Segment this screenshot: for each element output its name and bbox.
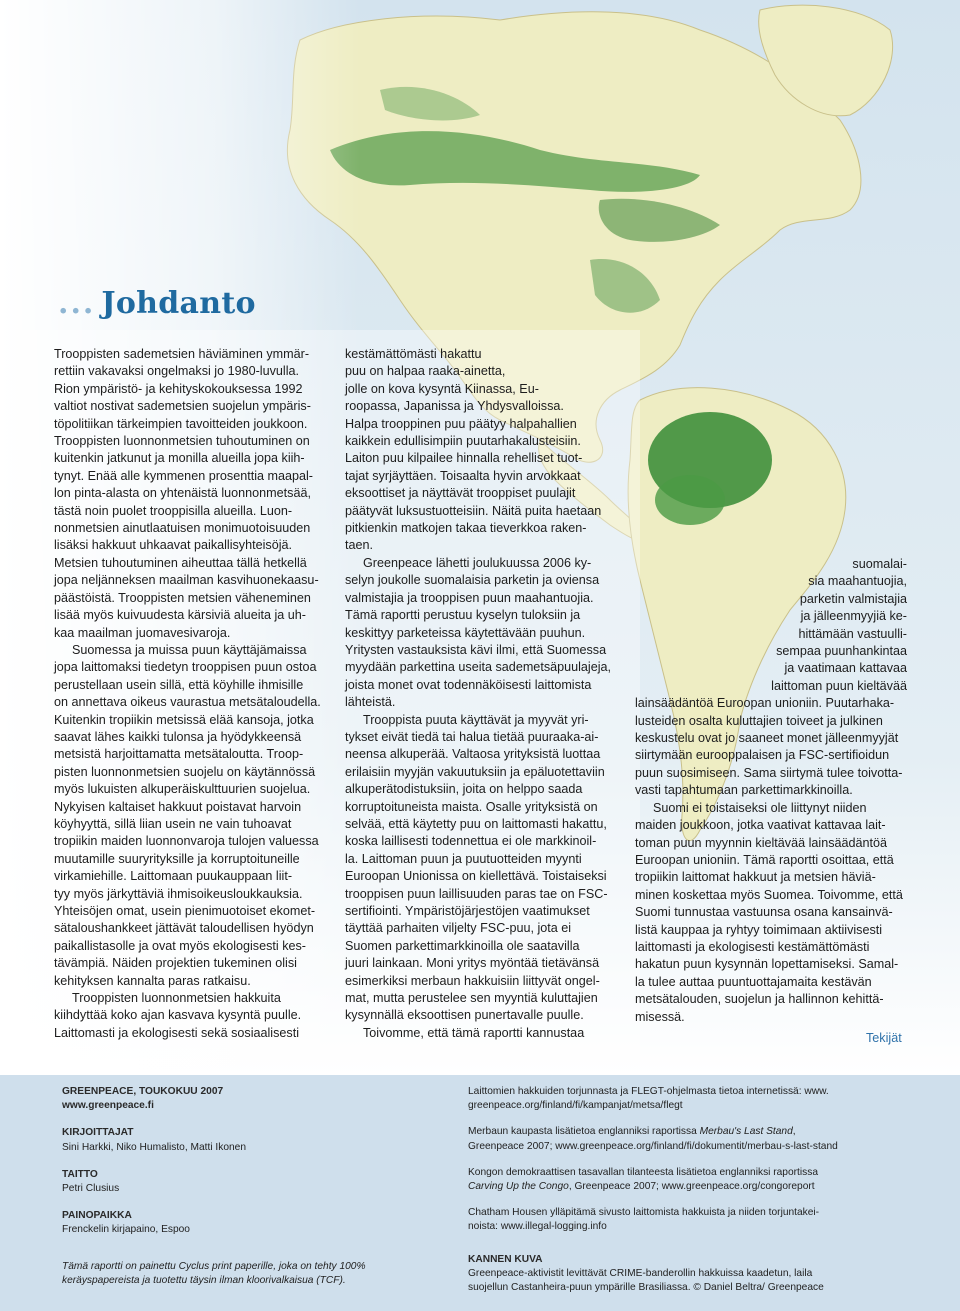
text-line: Euroopan unioniin. Tämä raportti osoittaa, että (635, 852, 894, 867)
text-line: Suomi tunnustaa vastuunsa osana kansainvä- (635, 905, 893, 920)
text-line: minen koskettaa myös Suomea. Toivomme, että (635, 887, 903, 902)
text-line: kehityksen kannalta paras ratkaisu. (54, 973, 251, 988)
text-line: valmistajia ja trooppisen puun maahantuojia. (345, 590, 594, 605)
text-line: tynyt. Enää alle kymmenen prosenttia maapal- (54, 468, 314, 483)
text-line: Euroopan Unionissa on kiellettävä. Toistaiseksi (345, 869, 607, 884)
text-line: lisäksi hakkuut uhkaavat paikallisyhteisöjä. (54, 538, 293, 553)
text-line: töpolitiikan tärkeimpien tavoitteiden joukkoon. (54, 416, 308, 431)
text-line: jopa laittomaksi tiedetyn trooppisen puun ostoa (54, 660, 317, 675)
text-line: sertifiointi. Ympäristöjärjestöjen vaatimukset (345, 904, 590, 918)
colophon-footer (0, 1075, 960, 1311)
title-text: Johdanto (101, 286, 256, 321)
text-column-2 (345, 346, 613, 1042)
text-line: sätaloushankkeet jättävät taloudellisen hyödyn (54, 921, 314, 936)
text-line: kuitenkin jatkunut ja monilla alueilla jopa kiih- (54, 451, 305, 466)
text-line: maiden joukkoon, jotka vaativat kattavaa lait- (635, 818, 886, 833)
text-line: listä kauppaa ja ryhtyy toimimaan aktiivisesti (635, 922, 883, 937)
text-line: köyhyyttä, sillä liian usein ne vain tuhoavat (54, 816, 292, 831)
text-line: mat, mutta perustelee sen myyntiä kuluttajien (345, 991, 598, 1006)
text-line: laittoman puun kieltävää (771, 678, 907, 693)
text-line: Trooppisten luonnonmetsien tuhoutuminen on (54, 434, 310, 449)
footer-left-column (62, 1085, 412, 1301)
text-line: Suomen parkettimarkkinoilla ole saatavilla (345, 938, 580, 953)
paper-note-line-1: Tämä raportti on painettu Cyclus print paperille, joka on tehty 100% (62, 1260, 366, 1272)
text-line: Rion ympäristö- ja kehityskokouksessa 1992 (54, 381, 303, 396)
text-line: keskustelu ovat jo saaneet monet jälleenmyyjät (635, 731, 899, 746)
footer-right-column (468, 1085, 908, 1307)
text-line: taen. (345, 538, 374, 553)
text-line: Toivomme, että tämä raportti kannustaa (363, 1025, 585, 1040)
ref1-line-2[interactable]: greenpeace.org/finland/fi/kampanjat/metsa/flegt (468, 1100, 683, 1112)
text-line: la. Laittoman puun ja puutuotteiden myynti (345, 851, 582, 866)
text-line: virkamiehille. Laittomaan puukauppaan liit- (54, 869, 293, 884)
text-line: erilaisiin myyjän vakuutuksiin ja epäluotettaviin (345, 764, 605, 779)
text-line: eksoottiset ja näyttävät trooppiset puulajit (345, 486, 576, 501)
text-line: alkuperätodistuksiin, joita on helppo saada (345, 782, 583, 797)
text-line: puun suosimiseen. Sama siirtymä tulee toivotta- (635, 765, 903, 780)
writers: Sini Harkki, Niko Humalisto, Matti Ikonen (62, 1141, 247, 1153)
text-line: Yhteisöjen omat, usein pienimuotoiset ekomet- (54, 904, 316, 918)
writers-label: KIRJOITTAJAT (62, 1127, 134, 1139)
text-line: muutamille suuryrityksille ja korruptoituneille (54, 851, 300, 866)
text-line: la tulee auttaa puuntuottajamaita kestävän (635, 974, 872, 989)
text-line: suomalai- (852, 557, 907, 571)
text-line: kaa maailman juomavesivaroja. (54, 625, 231, 640)
page-title (58, 286, 256, 321)
text-line: roopassa, Japanissa ja Yhdysvalloissa. (345, 399, 564, 414)
text-line: Laiton puu kilpailee hinnalla rehelliset tuot- (345, 451, 583, 466)
text-line: korruptoituneista maista. Osalle yrityksistä on (345, 799, 598, 814)
text-column-1 (54, 346, 322, 1042)
print-credit: Frenckelin kirjapaino, Espoo (62, 1224, 190, 1236)
text-line: selvää, että käytetty puu on laittomasti hakattu, (345, 816, 607, 831)
text-line: siirtymään eurooppalaisen ja FSC-sertifioidun (635, 748, 890, 763)
cover-label: KANNEN KUVA (468, 1253, 543, 1265)
title-dots: ... (58, 286, 96, 321)
text-line: Trooppisten luonnonmetsien hakkuita (72, 991, 281, 1006)
ref4-line-1: Chatham Housen ylläpitämä sivusto laittomista hakkuista ja niiden torjuntakei- (468, 1207, 820, 1219)
text-line: kestämättömästi hakattu (345, 347, 482, 361)
text-line: Suomi ei toistaiseksi ole liittynyt niiden (653, 800, 867, 815)
text-line: päästöistä. Trooppisten metsien väheneminen (54, 590, 311, 605)
text-line: pisten luonnonmetsien suojelu on käytännössä (54, 764, 316, 779)
text-line: ja jälleenmyyjiä ke- (800, 609, 907, 624)
text-line: Trooppista puuta käyttävät ja myyvät yri- (363, 712, 589, 727)
ref1-line-1: Laittomien hakkuiden torjunnasta ja FLEGT-ohjelmasta tietoa internetissä: www. (468, 1086, 829, 1097)
text-line: lainsäädäntöä Euroopan unioniin. Puutarhaka- (635, 696, 895, 711)
cover-line-1: Greenpeace-aktivistit levittävät CRIME-banderollin hakkuissa kaadetun, laila (468, 1267, 813, 1279)
text-line: Laittomasti ja ekologisesti sekä sosiaalisesti (54, 1025, 299, 1040)
text-line: koska laillisesti todennettua ei ole markkinoil- (345, 834, 597, 849)
text-line: paikallistasolle ja ovat myös ekologisesti kes- (54, 938, 306, 953)
ref2-line-2[interactable]: Greenpeace 2007; www.greenpeace.org/finland/fi/dokumentit/merbau-s-last-stand (468, 1140, 838, 1152)
text-line: Trooppisten sademetsien häviäminen ymmär- (54, 347, 310, 361)
text-line: kysynnällä eksoottisen punertavalle puulle. (345, 1008, 584, 1023)
text-line: tyy myös järkyttäviä ihmisoikeusloukkauksia. (54, 886, 303, 901)
text-line: on annettava oikeus vaurastua metsätaloudella. (54, 695, 321, 710)
paper-note-line-2: keräyspapereista ja tuotettu täysin ilman kloorivalkaisua (TCF). (62, 1274, 346, 1286)
text-line: Halpa trooppinen puu päätyy halpahallien (345, 416, 577, 431)
text-line: nonmetsien ainutlaatuisen monimuotoisuuden (54, 521, 311, 536)
text-line: tajat syrjäyttäen. Toisaalta hyvin arvokkaat (345, 468, 581, 483)
text-line: joista monet ovat todennäköisesti laittomista (345, 677, 592, 692)
text-line: saavat lähes kaikki tulonsa ja hyödykkeensä (54, 729, 302, 744)
text-line: hakatun puun kysynnän lopettamiseksi. Samal- (635, 957, 899, 972)
text-line: sia maahantuojia, (808, 574, 907, 589)
authors-signature: Tekijät (866, 1031, 902, 1045)
text-line: valtiot nostivat sademetsien suojelun ympäris- (54, 399, 311, 414)
text-line: tävämpiä. Näiden projektien tukeminen olisi (54, 956, 297, 971)
text-line: metsätalouden, suojelun ja hallinnon kehittä- (635, 992, 884, 1007)
text-line: myös lukuisten alkuperäiskulttuurien suojelua. (54, 782, 311, 797)
text-line: rettiin vakavaksi ongelmaksi jo 1980-luvulla. (54, 364, 300, 379)
publisher: GREENPEACE, TOUKOKUU 2007 (62, 1086, 224, 1097)
text-line: Nykyisen kaltaiset hakkuut poistavat harvoin (54, 799, 302, 814)
text-line: juuri lainkaan. Moni yritys myöntää tietävänsä (345, 956, 600, 971)
text-line: selyn joukolle suomalaisia parketin ja oviensa (345, 573, 600, 588)
layout-label: TAITTO (62, 1168, 98, 1180)
text-line: kiihdyttää koko ajan kasvava kysyntä puulle. (54, 1008, 302, 1023)
text-line: perustellaan usein sillä, että köyhille ihmisille (54, 677, 304, 692)
text-line: misessä. (635, 1009, 685, 1024)
text-line: laittomasti ja ekologisesti kestämättömästi (635, 939, 870, 954)
text-line: toman puun myynnin kieltävää lainsäädäntöä (635, 835, 888, 850)
text-line: metsistä harjoittamatta metsätaloutta. Troop- (54, 747, 304, 762)
ref3-line-2[interactable]: Carving Up the Congo, Greenpeace 2007; www.greenpeace.org/congoreport (468, 1181, 815, 1193)
text-line: lusteiden osalta kuluttajien toiveet ja julkinen (635, 713, 883, 728)
website-link[interactable]: www.greenpeace.fi (62, 1100, 154, 1112)
text-line: Tämä raportti perustuu kyselyn tuloksiin ja (345, 608, 581, 623)
text-line: kaikkein edullisimpiin puutarhakalusteisiin. (345, 434, 581, 449)
ref3-line-1: Kongon demokraattisen tasavallan tilanteesta lisätietoa englanniksi raportissa (468, 1166, 818, 1178)
ref4-line-2[interactable]: noista: www.illegal-logging.info (468, 1221, 607, 1233)
text-line: tropiikin laittomat hakkuut ja metsien häviä- (635, 870, 876, 885)
text-line: tropiikin maiden luonnonvaroja tulojen valuessa (54, 834, 319, 849)
text-line: Greenpeace lähetti joulukuussa 2006 ky- (363, 555, 592, 570)
text-line: myydään parkettina useita sademetsäpuulajeja, (345, 660, 612, 675)
print-label: PAINOPAIKKA (62, 1210, 132, 1222)
text-line: Kuitenkin tropiikin metsissä elää kansoja, jotka (54, 712, 314, 727)
layout-credit: Petri Clusius (62, 1183, 120, 1195)
text-line: päätyvät luksustuotteisiin. Näitä puita haetaan (345, 503, 602, 518)
text-line: hittämään vastuulli- (798, 626, 907, 641)
text-line: lon pinta-alasta on yhtenäistä luonnonmetsää, (54, 486, 311, 501)
text-line: Suomessa ja muissa puun käyttäjämaissa (72, 642, 307, 657)
text-line: vasti tapahtumaan parkettimarkkinoilla. (635, 783, 853, 798)
text-line: jolle on kova kysyntä Kiinassa, Eu- (345, 381, 539, 396)
text-line: parketin valmistajia (799, 591, 907, 606)
text-line: lähteistä. (345, 695, 396, 710)
text-line: keskittyy parketeissa käytettävään puuhun. (345, 625, 586, 640)
text-line: pitkienkin matkojen takaa tieverkkoa raken- (345, 521, 587, 536)
text-line: tästä noin puolet trooppisilla alueilla. Luon- (54, 503, 293, 518)
text-line: trooppisen puun laillisuuden paras tae on FSC- (345, 886, 608, 901)
text-line: puu on halpaa raaka-ainetta, (345, 364, 506, 379)
text-line: sempaa puunhankintaa (776, 644, 907, 659)
text-line: neensa alkuperää. Valtaosa yrityksistä luottaa (345, 747, 601, 762)
ref2-line-1: Merbaun kaupasta lisätietoa englanniksi raportissa Merbau's Last Stand, (468, 1126, 796, 1138)
text-line: jopa neljänneksen maailman kasvihuonekaasu- (54, 573, 319, 588)
text-line: lisää myös kuivuudesta kärsiviä alueita ja uh- (54, 608, 306, 623)
text-column-3 (635, 556, 907, 1026)
text-line: Metsien tuhoutuminen aiheuttaa tällä hetkellä (54, 555, 307, 570)
text-line: esimerkiksi merbaun hakkuisiin liittyvät ongel- (345, 973, 600, 988)
text-line: ja vaatimaan kattavaa (784, 661, 907, 676)
text-line: tykset eivät tiedä tai halua tietää puuraaka-ai- (345, 729, 599, 744)
cover-line-2: suojellun Castanheira-puun ympärille Brasiliassa. © Daniel Beltra/ Greenpeace (468, 1282, 824, 1294)
text-line: täyttää parhaiten viljelty FSC-puu, jota ei (345, 921, 572, 936)
text-line: Yritysten vastauksista kävi ilmi, että Suomessa (345, 642, 607, 657)
